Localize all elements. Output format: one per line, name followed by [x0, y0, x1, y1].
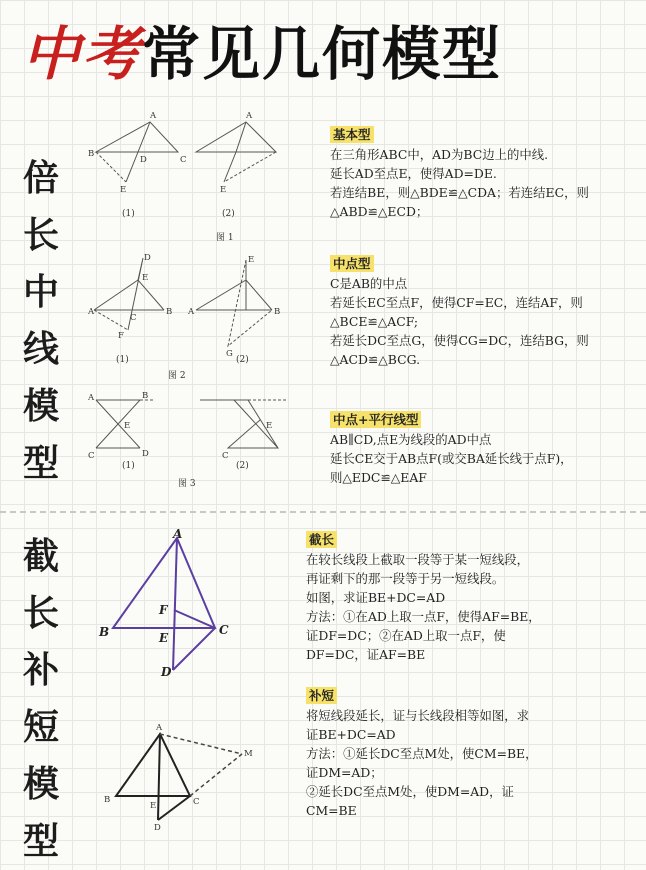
svg-text:D: D: [144, 253, 151, 263]
svg-text:E: E: [142, 273, 149, 283]
svg-text:F: F: [159, 603, 168, 617]
svg-text:E: E: [266, 421, 273, 431]
figure-2: [88, 252, 288, 382]
svg-text:C: C: [88, 451, 95, 461]
cut-tag: 截长: [306, 531, 337, 548]
extend-line: CM=BE: [306, 803, 357, 818]
cut-line: 再证剩下的那一段等于另一短线段。: [306, 571, 505, 586]
basic-line: 若连结BE，则△BDE≌△CDA；若连结EC，则: [330, 185, 589, 200]
svg-text:A: A: [88, 307, 95, 317]
cut-line: DF=DC，证AF=BE: [306, 647, 426, 662]
svg-text:D: D: [161, 665, 172, 679]
fig1b-ec: [224, 152, 276, 182]
parallel-line: 延长CE交于AB点F(或交BA延长线于点F)，: [330, 451, 573, 466]
extend-am: [160, 734, 242, 754]
svg-text:D: D: [140, 155, 147, 165]
parallel-line: 则△EDC≌△EAF: [330, 470, 427, 485]
fig1-sub2: (2): [222, 209, 235, 219]
svg-text:E: E: [124, 421, 131, 431]
midpoint-line: 若延长DC至点G，使得CG=DC，连结BG，则: [330, 333, 589, 348]
fig1a-be: [96, 152, 126, 182]
basic-line: △ABD≌△ECD；: [330, 204, 429, 219]
fig3a-lines: [96, 400, 140, 448]
figure-3: [88, 392, 298, 492]
svg-text:F: F: [118, 331, 124, 341]
cut-block: [306, 530, 541, 664]
svg-text:D: D: [142, 449, 149, 459]
cut-line: 在较长线段上截取一段等于某一短线段，: [306, 552, 530, 567]
fig3-sub2: (2): [236, 461, 249, 471]
midpoint-model-tag: 中点型: [330, 255, 374, 272]
svg-text:B: B: [99, 625, 110, 639]
midpoint-model-block: [330, 254, 589, 369]
fig3-sub1: (1): [122, 461, 135, 471]
fig2b-lines: [196, 260, 272, 310]
svg-text:E: E: [220, 185, 227, 195]
cut-dc: [173, 628, 215, 670]
extend-dc: [158, 796, 190, 820]
basic-model-tag: 基本型: [330, 126, 374, 143]
fig2-sub1: (1): [116, 355, 129, 365]
extend-line: ②延长DC至点M处，使DM=AD，证: [306, 784, 514, 799]
cut-line: 如图，求证BE+DC=AD: [306, 590, 446, 605]
section-divider: [0, 511, 646, 513]
svg-text:E: E: [159, 631, 169, 645]
svg-text:C: C: [219, 623, 229, 637]
figure-cut: [95, 527, 235, 680]
cut-line: 证DF=DC；②在AD上取一点F，使: [306, 628, 506, 643]
title-part-black: 常见几何模型: [142, 20, 503, 88]
basic-model-block: [330, 125, 589, 221]
svg-text:C: C: [193, 797, 200, 807]
fig2a-lines: [94, 258, 164, 330]
svg-text:B: B: [166, 307, 173, 317]
parallel-model-block: [330, 410, 573, 487]
extend-cm: [190, 754, 242, 796]
fig1-caption: 图 1: [216, 233, 234, 243]
midpoint-line: △BCE≌△ACF;: [330, 314, 419, 329]
extend-line: 证DM=AD；: [306, 765, 383, 780]
fig1a-triangle: [96, 122, 178, 152]
svg-text:B: B: [104, 795, 111, 805]
svg-text:A: A: [88, 393, 95, 403]
svg-text:M: M: [244, 749, 253, 759]
extend-outer: [116, 734, 190, 796]
cut-line: 方法：①在AD上取一点F，使得AF=BE，: [306, 609, 541, 624]
extend-line: 方法：①延长DC至点M处，使CM=BE，: [306, 746, 538, 761]
section-label-cut-extend: 截长补短模型: [22, 535, 59, 862]
svg-text:G: G: [226, 349, 233, 359]
extend-line: 将短线段延长，证与长线段相等如图，求: [306, 708, 530, 723]
page-title: [22, 14, 502, 94]
fig2-sub2: (2): [236, 355, 249, 365]
svg-text:C: C: [130, 313, 137, 323]
midpoint-line: 若延长EC至点F，使得CF=EC，连结AF，则: [330, 295, 583, 310]
svg-text:E: E: [120, 185, 127, 195]
figure-extend: [98, 722, 258, 832]
basic-line: 延长AD至点E，使得AD=DE.: [330, 166, 497, 181]
svg-text:B: B: [142, 391, 149, 401]
fig2-caption: 图 2: [168, 371, 186, 381]
midpoint-line: C是AB的中点: [330, 276, 408, 291]
section-label-median: 倍长中线模型: [22, 157, 59, 484]
fig3-caption: 图 3: [178, 479, 196, 489]
title-part-red: 中考: [22, 20, 143, 88]
svg-text:B: B: [274, 307, 281, 317]
parallel-line: AB∥CD,点E为线段的AD中点: [330, 432, 492, 447]
svg-text:A: A: [188, 307, 195, 317]
svg-text:A: A: [173, 527, 183, 541]
midpoint-line: △ACD≌△BCG.: [330, 352, 421, 367]
svg-text:B: B: [88, 149, 95, 159]
extend-tag: 补短: [306, 687, 337, 704]
svg-text:E: E: [248, 255, 255, 265]
fig1-sub1: (1): [122, 209, 135, 219]
fig2a-dashed: [94, 310, 128, 330]
svg-text:D: D: [154, 823, 161, 833]
extend-ad: [158, 734, 160, 820]
figure-1: [88, 112, 288, 247]
fig1b-triangle: [196, 122, 276, 152]
basic-line: 在三角形ABC中，AD为BC边上的中线.: [330, 147, 549, 162]
svg-text:C: C: [180, 155, 187, 165]
parallel-model-tag: 中点+平行线型: [330, 411, 421, 428]
extend-block: [306, 686, 538, 820]
svg-text:A: A: [150, 111, 157, 121]
svg-text:A: A: [156, 723, 163, 733]
svg-text:A: A: [246, 111, 253, 121]
cut-ad: [173, 538, 177, 670]
svg-text:C: C: [222, 451, 229, 461]
svg-text:E: E: [150, 801, 157, 811]
extend-line: 证BE+DC=AD: [306, 727, 396, 742]
